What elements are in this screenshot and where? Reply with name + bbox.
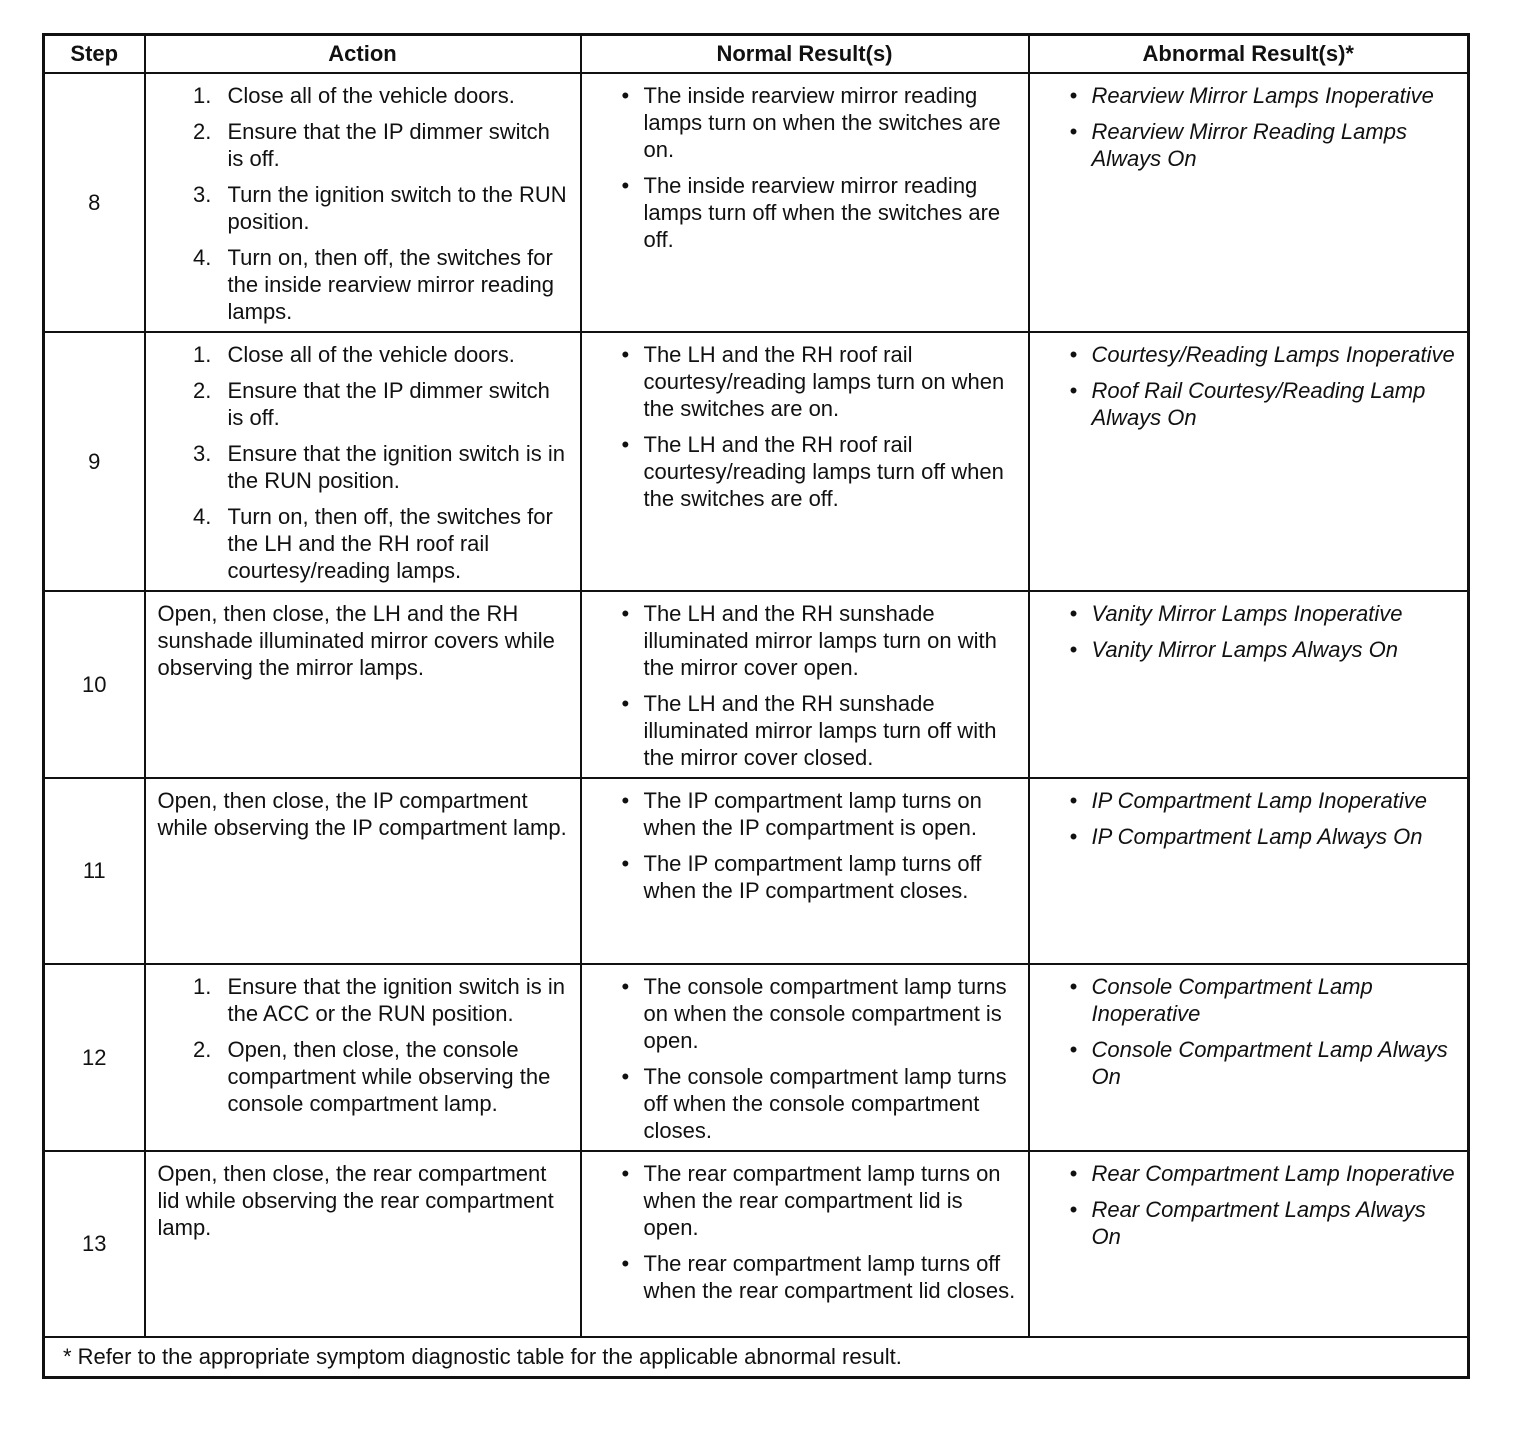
normal-result: • The inside rearview mirror reading lamps turn on when the switches are on. (644, 82, 1018, 163)
step-number: 10 (44, 591, 145, 778)
action-step: 2. Ensure that the IP dimmer switch is off. (218, 118, 570, 172)
action-step: 1. Close all of the vehicle doors. (218, 341, 570, 368)
normal-result: • The IP compartment lamp turns off when the IP compartment closes. (644, 850, 1018, 904)
step-number: 13 (44, 1151, 145, 1337)
abnormal-results-list (1042, 600, 1458, 663)
abnormal-result: • Vanity Mirror Lamps Inoperative (1092, 600, 1458, 627)
normal-result: • The console compartment lamp turns off when the console compartment closes. (644, 1063, 1018, 1144)
normal-results-list (594, 82, 1018, 253)
abnormal-result: • Rearview Mirror Reading Lamps Always On (1092, 118, 1458, 172)
abnormal-result-cell (1029, 591, 1469, 778)
abnormal-results-list (1042, 82, 1458, 172)
table-row (44, 778, 1469, 964)
table-row (44, 332, 1469, 591)
action-cell (145, 332, 581, 591)
action-cell (145, 1151, 581, 1337)
abnormal-results-list (1042, 787, 1458, 850)
abnormal-result: • IP Compartment Lamp Always On (1092, 823, 1458, 850)
abnormal-result: • Rearview Mirror Lamps Inoperative (1092, 82, 1458, 109)
normal-result: • The console compartment lamp turns on when the console compartment is open. (644, 973, 1018, 1054)
action-steps (158, 973, 570, 1117)
action-text: Open, then close, the rear compartment lid while observing the rear compartment lamp. (157, 1161, 554, 1240)
action-cell (145, 778, 581, 964)
step-number: 11 (44, 778, 145, 964)
abnormal-result: • IP Compartment Lamp Inoperative (1092, 787, 1458, 814)
abnormal-result-cell (1029, 73, 1469, 332)
normal-result: • The LH and the RH sunshade illuminated mirror lamps turn off with the mirror cover closed. (644, 690, 1018, 771)
abnormal-result: • Courtesy/Reading Lamps Inoperative (1092, 341, 1458, 368)
normal-result: • The LH and the RH sunshade illuminated mirror lamps turn on with the mirror cover open. (644, 600, 1018, 681)
abnormal-result: • Rear Compartment Lamps Always On (1092, 1196, 1458, 1250)
normal-result: • The LH and the RH roof rail courtesy/reading lamps turn on when the switches are on. (644, 341, 1018, 422)
action-text: Open, then close, the IP compartment while observing the IP compartment lamp. (157, 788, 567, 840)
header-step: Step (44, 35, 145, 74)
normal-results-list (594, 1160, 1018, 1304)
action-cell (145, 591, 581, 778)
abnormal-result: • Roof Rail Courtesy/Reading Lamp Always On (1092, 377, 1458, 431)
abnormal-result-cell (1029, 964, 1469, 1151)
normal-result-cell (581, 332, 1029, 591)
normal-results-list (594, 341, 1018, 512)
normal-results-list (594, 787, 1018, 904)
normal-result-cell (581, 778, 1029, 964)
action-step: 3. Ensure that the ignition switch is in the RUN position. (218, 440, 570, 494)
table-row (44, 1151, 1469, 1337)
abnormal-result: • Rear Compartment Lamp Inoperative (1092, 1160, 1458, 1187)
step-number: 9 (44, 332, 145, 591)
action-step: 2. Ensure that the IP dimmer switch is off. (218, 377, 570, 431)
table-row (44, 591, 1469, 778)
step-number: 12 (44, 964, 145, 1151)
diagnostic-table (42, 33, 1470, 1379)
header-abnormal-results: Abnormal Result(s)* (1029, 35, 1469, 74)
abnormal-result-cell (1029, 1151, 1469, 1337)
table-row (44, 964, 1469, 1151)
action-step: 4. Turn on, then off, the switches for the LH and the RH roof rail courtesy/reading lamps. (218, 503, 570, 584)
normal-result: • The inside rearview mirror reading lamps turn off when the switches are off. (644, 172, 1018, 253)
abnormal-result-cell (1029, 778, 1469, 964)
action-step: 2. Open, then close, the console compartment while observing the console compartment lamp. (218, 1036, 570, 1117)
abnormal-result: • Vanity Mirror Lamps Always On (1092, 636, 1458, 663)
abnormal-result: • Console Compartment Lamp Inoperative (1092, 973, 1458, 1027)
action-cell (145, 73, 581, 332)
action-step: 4. Turn on, then off, the switches for the inside rearview mirror reading lamps. (218, 244, 570, 325)
action-steps (158, 341, 570, 584)
footnote: * Refer to the appropriate symptom diagnostic table for the applicable abnormal result. (44, 1337, 1469, 1378)
normal-result-cell (581, 1151, 1029, 1337)
action-step: 1. Ensure that the ignition switch is in the ACC or the RUN position. (218, 973, 570, 1027)
header-normal-results: Normal Result(s) (581, 35, 1029, 74)
normal-results-list (594, 973, 1018, 1144)
action-step: 3. Turn the ignition switch to the RUN position. (218, 181, 570, 235)
action-step: 1. Close all of the vehicle doors. (218, 82, 570, 109)
normal-result-cell (581, 964, 1029, 1151)
normal-result: • The LH and the RH roof rail courtesy/reading lamps turn off when the switches are off. (644, 431, 1018, 512)
normal-result-cell (581, 73, 1029, 332)
abnormal-results-list (1042, 341, 1458, 431)
normal-results-list (594, 600, 1018, 771)
normal-result-cell (581, 591, 1029, 778)
abnormal-result: • Console Compartment Lamp Always On (1092, 1036, 1458, 1090)
footnote-row (44, 1337, 1469, 1378)
normal-result: • The IP compartment lamp turns on when the IP compartment is open. (644, 787, 1018, 841)
abnormal-results-list (1042, 973, 1458, 1090)
abnormal-result-cell (1029, 332, 1469, 591)
table-row (44, 73, 1469, 332)
normal-result: • The rear compartment lamp turns off when the rear compartment lid closes. (644, 1250, 1018, 1304)
header-action: Action (145, 35, 581, 74)
step-number: 8 (44, 73, 145, 332)
action-cell (145, 964, 581, 1151)
action-text: Open, then close, the LH and the RH sunshade illuminated mirror covers while observing the mirror lamps. (157, 601, 555, 680)
action-steps (158, 82, 570, 325)
abnormal-results-list (1042, 1160, 1458, 1250)
header-row (44, 35, 1469, 74)
normal-result: • The rear compartment lamp turns on when the rear compartment lid is open. (644, 1160, 1018, 1241)
